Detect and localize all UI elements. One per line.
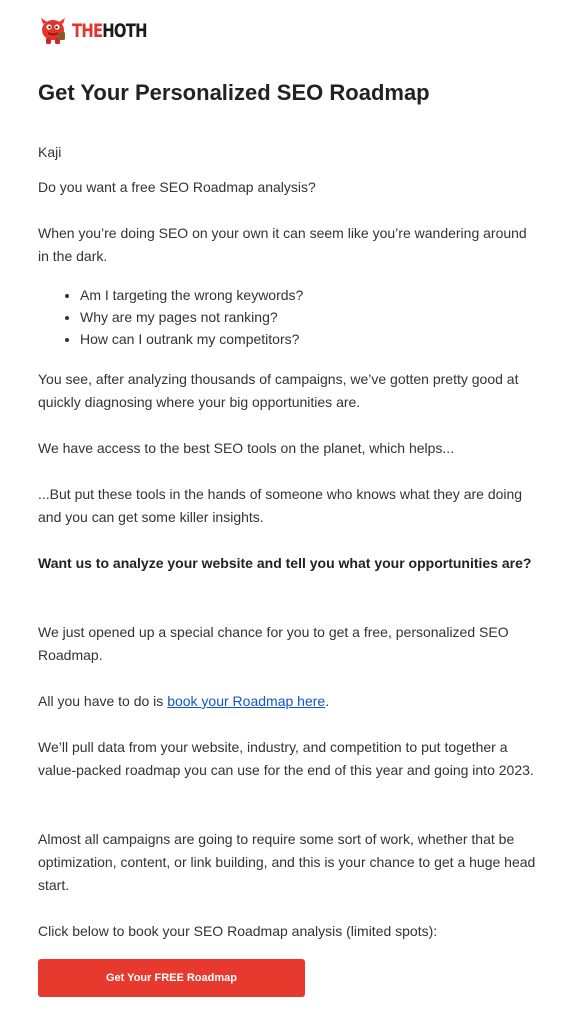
paragraph-book-link	[38, 690, 538, 713]
paragraph-click-below: Click below to book your SEO Roadmap analysis (limited spots):	[38, 923, 438, 939]
paragraph-pull-data: We’ll pull data from your website, industry, and competition to put together a value-packed roadmap you can use for the end of this year and going into 2023.	[38, 739, 534, 778]
brand-wordmark-suffix: HOTH	[102, 19, 147, 42]
brand-logo[interactable]	[38, 16, 168, 46]
paragraph-analyze-question	[38, 552, 538, 575]
list-item: • Am I targeting the wrong keywords?	[80, 284, 303, 306]
paragraph-insights: ...But put these tools in the hands of someone who knows what they are doing and you can get some killer insights.	[38, 486, 523, 525]
paragraph-intro-question: Do you want a free SEO Roadmap analysis?	[38, 179, 316, 195]
paragraph-special-chance: We just opened up a special chance for you to get a free, personalized SEO Roadmap.	[38, 624, 509, 663]
bold-question: Want us to analyze your website and tell you what your opportunities are?	[38, 555, 532, 571]
brand-wordmark-prefix: THE	[72, 19, 103, 42]
get-free-roadmap-button[interactable]: Get Your FREE Roadmap	[38, 959, 305, 997]
paragraph-tools: We have access to the best SEO tools on the planet, which helps...	[38, 440, 455, 456]
hoth-mascot-icon	[38, 16, 68, 46]
question-list	[38, 284, 303, 350]
brand-wordmark	[72, 19, 147, 42]
greeting: Kaji	[38, 144, 62, 160]
paragraph-wandering: When you’re doing SEO on your own it can seem like you’re wandering around in the dark.	[38, 225, 527, 264]
paragraph-campaigns: Almost all campaigns are going to require some sort of work, whether that be optimization, content, or link building, and this is your chance to get a huge head start.	[38, 831, 536, 893]
email-title: Get Your Personalized SEO Roadmap	[38, 80, 430, 105]
list-item: • How can I outrank my competitors?	[80, 328, 303, 350]
book-roadmap-link[interactable]: book your Roadmap here	[167, 693, 326, 709]
book-link-prefix: All you have to do is	[38, 693, 168, 709]
paragraph-analyzing: You see, after analyzing thousands of campaigns, we’ve gotten pretty good at quickly diagnosing where your big opportunities are.	[38, 371, 519, 410]
list-item: • Why are my pages not ranking?	[80, 306, 303, 328]
book-link-suffix: .	[325, 693, 330, 709]
